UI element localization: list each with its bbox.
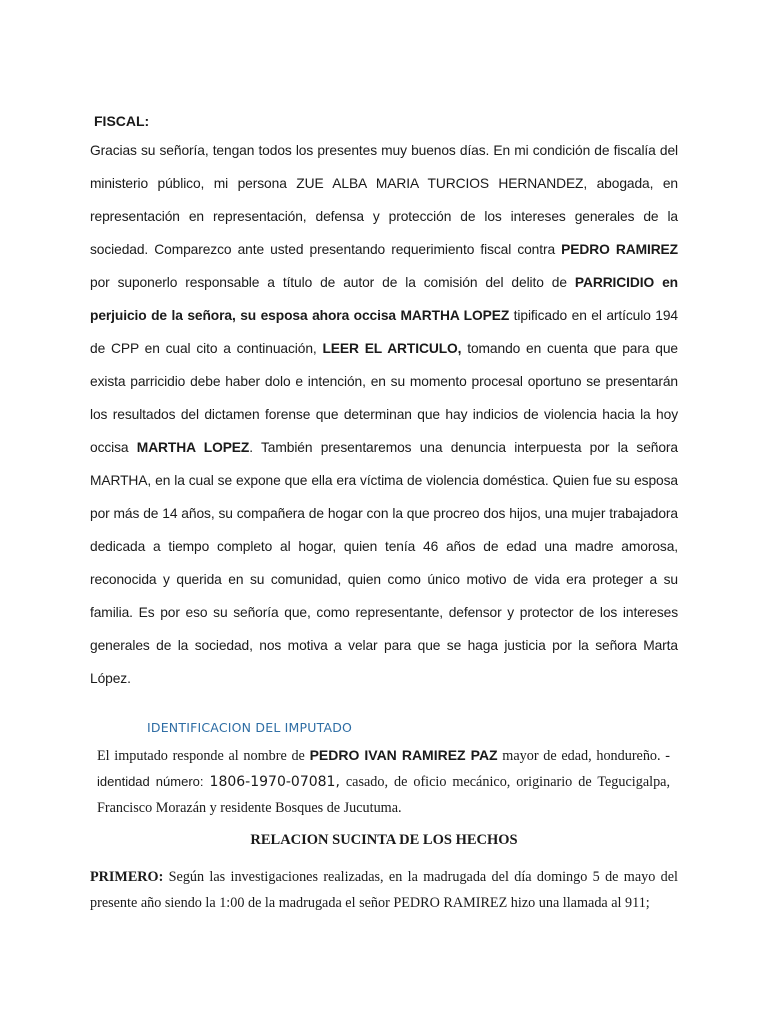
victim-name: MARTHA LOPEZ (136, 440, 250, 455)
ident-text: El imputado responde al nombre de (97, 748, 310, 764)
facts-text: Según las investigaciones realizadas, en la madrugada del día domingo 5 de mayo del presente año siendo la 1:00 de la madrugada el señor PEDRO RAMIREZ hizo una llamada al 911; (90, 869, 678, 911)
fiscal-statement (90, 134, 678, 695)
first-label: PRIMERO: (90, 869, 164, 885)
id-number-label: identidad número: (97, 774, 210, 789)
facts-paragraph-first (90, 864, 678, 916)
ident-text: mayor de edad, hondureño. - (497, 748, 670, 764)
statement-text: . También presentaremos una denuncia interpuesta por la señora MARTHA, en la cual se expone que ella era víctima de violencia doméstica. Quien fue su esposa por más de 14 años, su compañera de hogar con la que procreo dos hijos, una mujer trabajadora dedicada a tiempo completo al hogar, quien tenía 46 años de edad una madre amorosa, reconocida y querida en su comunidad, quien como único motivo de vida era proteger a su familia. Es por eso su señoría que, como representante, defensor y protector de los intereses generales de la sociedad, nos motiva a velar para que se haga justicia por la señora Marta López. (90, 440, 678, 686)
fiscal-label: FISCAL: (94, 113, 150, 129)
accused-full-name: PEDRO IVAN RAMIREZ PAZ (309, 747, 498, 763)
ident-text: casado, de oficio mecánico, originario de Tegucigalpa, Francisco Morazán y residente Bosques de Jucutuma. (97, 774, 671, 816)
statement-text: tomando en cuenta que para que exista parricidio debe haber dolo e intención, en su momento procesal oportuno se presentarán los resultados del dictamen forense que determinan que hay indicios de violencia hacia la hoy occisa (90, 341, 678, 455)
statement-text: por suponerlo responsable a título de autor de la comisión del delito de (90, 275, 575, 290)
statement-text: Gracias su señoría, tengan todos los presentes muy buenos días. En mi condición de fiscalía del ministerio público, mi persona ZUE ALBA MARIA TURCIOS HERNANDEZ, abogada, en representación en representación, defensa y protección de los intereses generales de la sociedad. Comparezco ante usted presentando requerimiento fiscal contra (90, 143, 678, 257)
id-number: 1806-1970-07081, (209, 774, 340, 790)
read-article-note: LEER EL ARTICULO, (322, 341, 462, 356)
facts-title: RELACION SUCINTA DE LOS HECHOS (250, 832, 518, 848)
identification-paragraph (97, 742, 670, 821)
crime-description: PARRICIDIO en perjuicio de la señora, su esposa ahora occisa MARTHA LOPEZ (90, 275, 678, 323)
identification-heading: IDENTIFICACION DEL IMPUTADO (147, 720, 353, 735)
accused-name: PEDRO RAMIREZ (561, 242, 678, 257)
statement-text: tipificado en el artículo 194 de CPP en cual cito a continuación, (90, 308, 679, 356)
